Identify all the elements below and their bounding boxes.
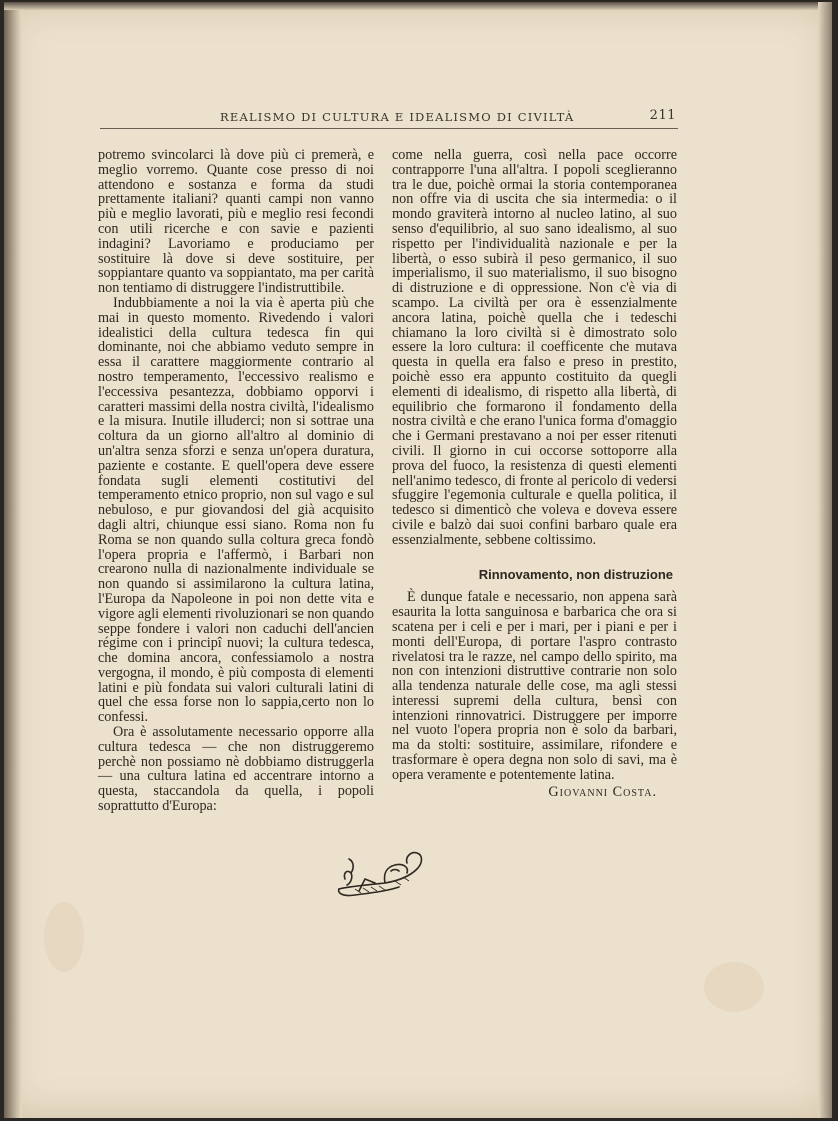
paper-stain	[704, 962, 764, 1012]
section-title: Rinnovamento, non distruzione	[478, 566, 673, 582]
paragraph: potremo svincolarci là dove più ci premerà, e meglio vorremo. Quante cose presso di noi attendono e sostanza e forma da studi prettamente italiani? quanti campi non vanno più e meglio lavorati, più e meglio resi fecondi con utili ricerche e con savie e pazienti indagini? Lavoriamo e produciamo per sostituire là dove si deve sostituire, per soppiantare quanto va soppiantato, ma per carità non tentiamo di distruggere l'indistruttibile.	[98, 147, 374, 297]
paragraph: Indubbiamente a noi la via è aperta più che mai in questo momento. Rivedendo i valori idealistici della cultura tedesca fin qui dominante, noi che abbiamo veduto sempre in essa il carattere maggiormente contrario al nostro temperamento, l'eccessivo realismo e l'eccessiva pesantezza, dobbiamo opporvi i caratteri massimi della nostra civiltà, l'idealismo e la misura. Inutile illuderci; non si sottrae una coltura da un giorno all'altro al dominio di un'altra senza sforzi e senza un'opera duratura, paziente e costante. E quell'opera deve essere fondata sugli elementi costitutivi del temperamento etnico proprio, non sul vago e sul nebuloso, e pur giovandosi del già acquisito dagli altri, chiunque essi siano. Roma non fu Roma se non quando sulla coltura greca fondò l'opera propria e l'affermò, i Barbari non crearono nulla di nazionalmente individuale se non quando si assimilarono la cultura latina, l'Europa da Napoleone in poi non dette vita e vigore agli elementi rivoluzionari se non quando seppe fondere i valori non caduchi dell'ancien régime con i principî nuovi; la cultura tedesca, che domina ancora, confessiamolo a nostra vergogna, il mondo, è più composta di elementi latini e più fondata sui valori culturali latini di quel che essa forse non lo sappia,certo non lo confessi.	[98, 294, 374, 726]
paper-stain	[44, 902, 84, 972]
page-right-edge	[818, 2, 832, 1118]
paragraph: come nella guerra, così nella pace occorre contrapporre l'una all'altra. I popoli sceglieranno tra le due, poichè ormai la storia contemporanea non offre via di uscita che sia intermedia: o il mondo graviterà intorno al nucleo latino, al suo senso d'equilibrio, al suo sano idealismo, al suo rispetto per l'individualità nazionale e per la libertà, o esso subirà il peso germanico, il suo imperialismo, il suo materialismo, il suo bisogno di distruzione e di oppressione. Non c'è via di scampo. La civiltà per ora è essenzialmente ancora latina, poichè quella che i tedeschi chiamano la loro civiltà si è dimostrato solo essere la loro cultura: il coefficente che mutava questa in quella era falso e preso in prestito, poichè esso era appunto costituito da quegli elementi di idealismo, di rispetto alla libertà, di equilibrio che formarono il fondamento della nostra civiltà e che erano l'unica forma d'omaggio che i Germani prestavano a noi per esser ritenuti civili. Il giorno in cui occorse sottoporre alla prova del fuoco, la resistenza di questi elementi nell'animo tedesco, di fronte al pericolo di vedersi sfuggire l'egemonia culturale e quella politica, il tedesco si dimenticò che voleva e doveva essere civile e balzò dai suoi confini barbaro quale era essenzialmente, sebbene coltissimo.	[392, 147, 677, 548]
header-rule	[100, 128, 678, 129]
page-number: 211	[649, 108, 676, 123]
right-column	[392, 148, 677, 799]
paragraph: Ora è assolutamente necessario opporre alla cultura tedesca — che non distruggeremo perchè non possiamo nè dobbiamo distruggerla — una cultura latina ed accentrare intorno a questa, staccandola da quella, i popoli soprattutto d'Europa:	[98, 724, 374, 815]
oil-lamp-icon	[335, 843, 427, 899]
book-spine-shadow	[4, 2, 22, 1118]
left-column	[98, 148, 374, 814]
author-signature: Giovanni Costa.	[548, 783, 657, 800]
page-top-edge	[4, 2, 832, 10]
running-title: REALISMO DI CULTURA E IDEALISMO DI CIVILTÀ	[220, 110, 575, 124]
running-header	[100, 107, 680, 127]
paragraph: È dunque fatale e necessario, non appena sarà esaurita la lotta sanguinosa e barbarica che ora si scatena per i celi e per i mari, per i piani e per i monti dell'Europa, di portare l'aspro contrasto rivelatosi tra le razze, nel campo dello spirito, ma non con intenzioni distruttive contrarie non solo alla tendenza naturale delle cose, ma agli stessi interessi supremi della cultura, bensì con intenzioni rinnovatrici. Distruggere per imporre nel vuoto l'opera propria non è solo da barbari, ma da stolti: sostituire, assimilare, rifondere e trasformare è opera degna non solo di savi, ma è opera veramente e potentemente latina.	[392, 589, 677, 783]
